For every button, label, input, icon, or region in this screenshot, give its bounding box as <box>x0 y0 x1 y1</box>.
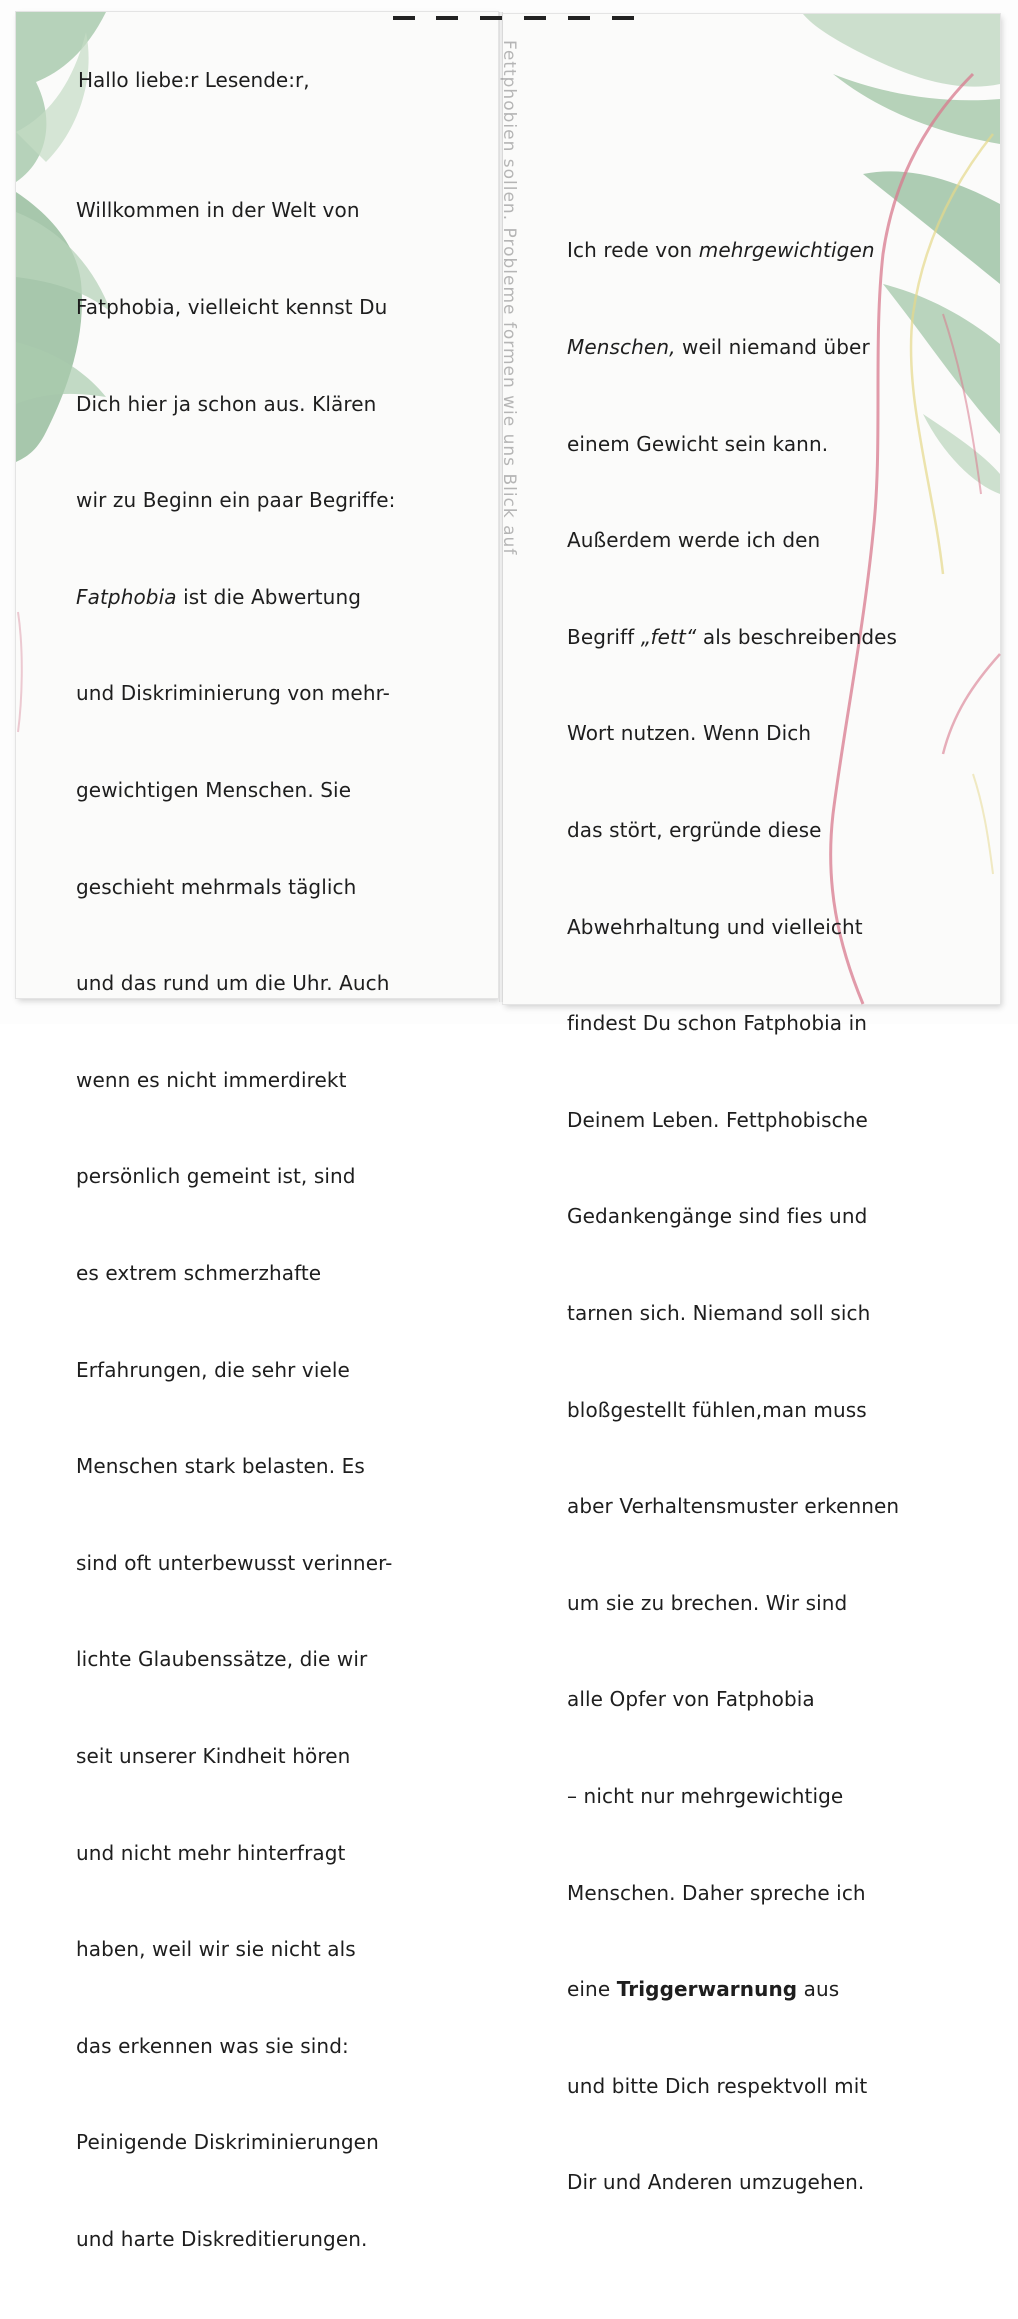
text-line: – nicht nur mehrgewichtige <box>567 1783 844 1808</box>
right-body-text <box>567 170 899 2263</box>
emphasis-text: „fett“ <box>640 624 697 649</box>
text-segment: Begriff <box>567 624 641 649</box>
text-segment: als beschreibendes <box>696 624 898 649</box>
text-line: Willkommen in der Welt von <box>76 198 360 223</box>
text-line: seit unserer Kindheit hören <box>76 1743 351 1768</box>
text-line: Menschen stark belasten. Es <box>76 1454 365 1479</box>
text-line: persönlich gemeint ist, sind <box>76 1164 356 1189</box>
right-page <box>503 14 1000 2195</box>
text-line: Fatphobia, vielleicht kennst Du <box>76 295 388 319</box>
text-line: Abwehrhaltung und vielleicht <box>567 914 863 939</box>
cut-mark <box>568 16 590 20</box>
text-line: Dir und Anderen umzugehen. <box>567 2170 865 2195</box>
greeting: Hallo liebe:r Lesende:r, <box>78 68 310 92</box>
text-line: und bitte Dich respektvoll mit <box>567 2073 868 2098</box>
trigger-warning-term: Triggerwarnung <box>616 1977 798 2002</box>
text-line <box>567 234 899 266</box>
text-line <box>567 621 899 653</box>
text-line: einem Gewicht sein kann. <box>567 431 829 456</box>
cut-mark <box>480 16 502 20</box>
text-line: gewichtigen Menschen. Sie <box>76 777 352 802</box>
text-line: und das rund um die Uhr. Auch <box>76 971 390 996</box>
text-line: Erfahrungen, die sehr viele <box>76 1357 350 1382</box>
text-line: tarnen sich. Niemand soll sich <box>567 1300 871 1325</box>
text-line: und Diskriminierung von mehr- <box>76 681 390 706</box>
text-line: aber Verhaltensmuster erkennen <box>567 1494 900 1519</box>
text-line: lichte Glaubenssätze, die wir <box>76 1647 368 1672</box>
text-line: Wort nutzen. Wenn Dich <box>567 721 812 746</box>
emphasis-text: mehrgewichtigen <box>698 238 875 263</box>
text-line: Gedankengänge sind fies und <box>567 1204 868 1229</box>
cut-mark <box>524 16 546 20</box>
text-line <box>567 1973 899 2005</box>
text-line: das erkennen was sie sind: <box>76 2033 349 2058</box>
text-segment: eine <box>567 1977 617 2002</box>
text-line: wenn es nicht immerdirekt <box>76 1067 347 1092</box>
text-line: das stört, ergründe diese <box>567 817 822 842</box>
cut-mark <box>436 16 458 20</box>
text-segment: ist die Abwertung <box>176 584 362 609</box>
text-line: Außerdem werde ich den <box>567 528 821 553</box>
text-line: bloßgestellt fühlen,man muss <box>567 1397 867 1422</box>
text-line: sind oft unterbewusst verinner- <box>76 1550 393 1575</box>
text-segment: Ich rede von <box>567 238 699 263</box>
text-line: Dich hier ja schon aus. Klären <box>76 391 377 416</box>
text-segment: aus <box>797 1977 840 2002</box>
text-line: es extrem schmerzhafte <box>76 1260 322 1285</box>
text-line: alle Opfer von Fatphobia <box>567 1687 815 1712</box>
text-line <box>76 581 396 613</box>
text-line: haben, weil wir sie nicht als <box>76 1937 356 1962</box>
text-line: Menschen. Daher spreche ich <box>567 1880 866 1905</box>
text-segment: weil niemand über <box>675 335 870 359</box>
text-line: und harte Diskreditierungen. <box>76 2226 368 2251</box>
text-line: findest Du schon Fatphobia in <box>567 1011 868 1036</box>
emphasis-text: Menschen, <box>567 335 676 359</box>
text-line: Deinem Leben. Fettphobische <box>567 1107 868 1132</box>
left-page <box>16 12 498 2251</box>
text-line <box>567 331 899 363</box>
term-fatphobia: Fatphobia <box>76 584 177 609</box>
left-body-text <box>76 130 396 2319</box>
text-line: und nicht mehr hinterfragt <box>76 1840 346 1865</box>
gutter-bleed-text: Fettphobien sollen. Probleme formen wie uns Blick auf <box>499 40 519 556</box>
text-line: Peinigende Diskriminierungen <box>76 2130 379 2155</box>
text-line: geschieht mehrmals täglich <box>76 874 357 899</box>
text-line: um sie zu brechen. Wir sind <box>567 1590 848 1615</box>
cut-mark <box>612 16 634 20</box>
cut-mark <box>393 16 415 20</box>
text-line: wir zu Beginn ein paar Begriffe: <box>76 488 396 513</box>
